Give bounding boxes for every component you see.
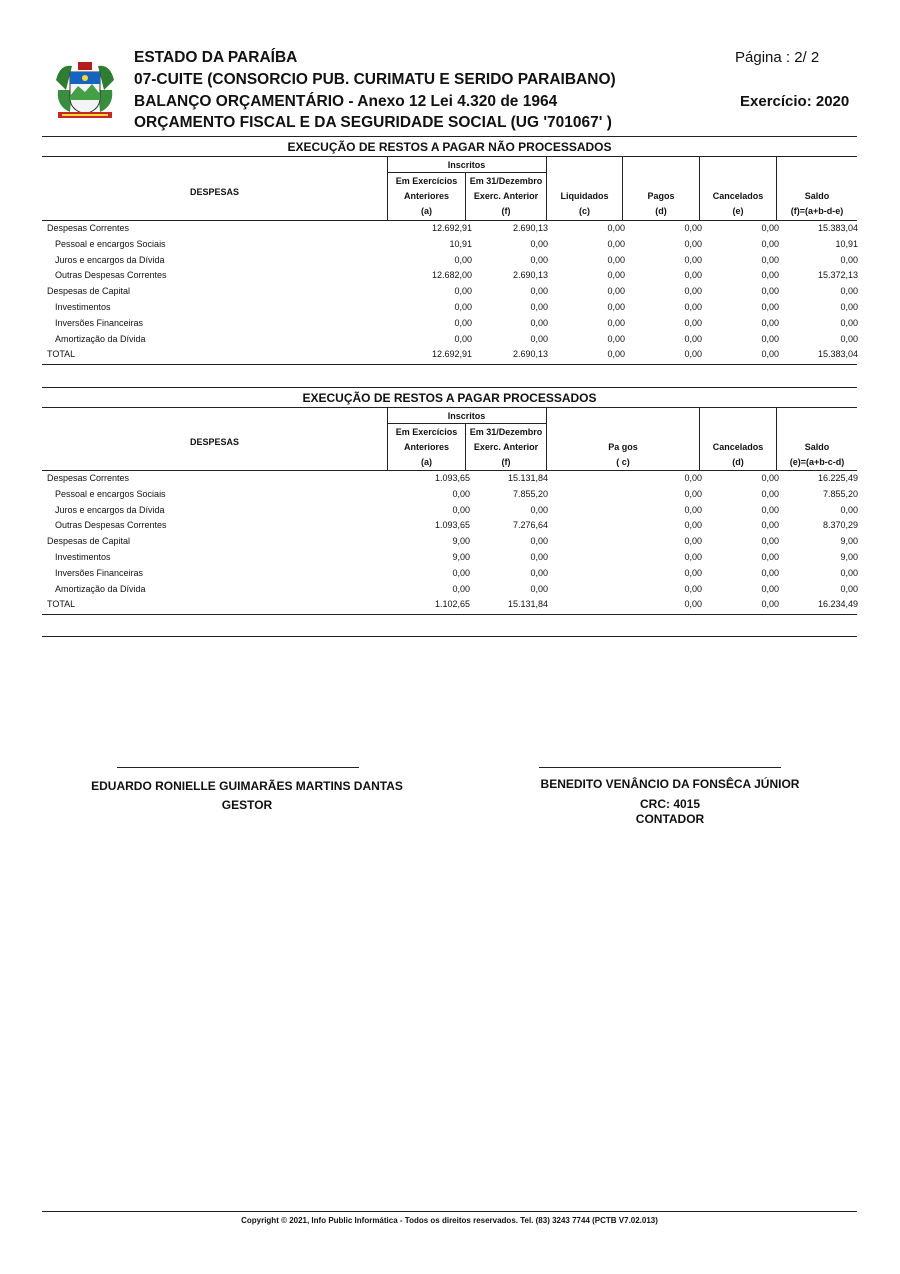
entity-name: 07-CUITE (CONSORCIO PUB. CURIMATU E SERIDO PARAIBANO) (134, 71, 616, 88)
row-value: 0,00 (452, 504, 470, 515)
row-value: 0,00 (530, 583, 548, 594)
row-value: 7.855,20 (822, 488, 858, 499)
row-value: 0,00 (684, 270, 702, 281)
row-value: 0,00 (452, 583, 470, 594)
signer-role: GESTOR (221, 798, 273, 812)
row-label: Amortização da Dívida (55, 583, 146, 594)
row-value: 0,00 (761, 488, 779, 499)
divider (42, 614, 857, 615)
col-em-31-dezembro: Em 31/Dezembro Exerc. Anterior (f) (469, 427, 543, 467)
row-value: 0,00 (530, 286, 548, 297)
row-value: 0,00 (761, 599, 779, 610)
row-label: Inversões Financeiras (55, 567, 144, 578)
divider (42, 136, 857, 137)
row-value: 12.692,91 (431, 349, 472, 360)
row-value: 0,00 (607, 270, 625, 281)
col-em-exercicios: Em Exercícios Anteriores (a) (395, 176, 458, 216)
row-value: 0,00 (452, 488, 470, 499)
row-value: 0,00 (607, 254, 625, 265)
row-value: 0,00 (530, 567, 548, 578)
row-value: 0,00 (684, 317, 702, 328)
row-value: 0,00 (840, 567, 858, 578)
row-value: 0,00 (684, 286, 702, 297)
row-label: Despesas de Capital (47, 286, 131, 297)
table1-title: EXECUÇÃO DE RESTOS A PAGAR NÃO PROCESSADOS (287, 140, 612, 154)
row-label: Amortização da Dívida (55, 333, 146, 344)
divider (42, 156, 857, 157)
page-number: Página : 2/ 2 (735, 49, 820, 66)
state-name: ESTADO DA PARAÍBA (134, 49, 298, 66)
row-value: 1.102,65 (434, 599, 470, 610)
row-label: Inversões Financeiras (55, 317, 144, 328)
row-value: 0,00 (840, 254, 858, 265)
row-value: 0,00 (761, 567, 779, 578)
row-value: 0,00 (607, 238, 625, 249)
row-value: 0,00 (607, 223, 625, 233)
row-value: 12.692,91 (431, 223, 472, 233)
row-value: 2.690,13 (512, 223, 548, 233)
signer-name: EDUARDO RONIELLE GUIMARÃES MARTINS DANTAS (91, 779, 403, 793)
signature-right (470, 777, 870, 827)
col-pagos: Pagos (d) (647, 191, 675, 216)
col-saldo: Saldo (e)=(a+b-c-d) (789, 442, 845, 467)
row-value: 12.682,00 (431, 270, 472, 281)
row-value: 0,00 (761, 302, 779, 312)
row-value: 9,00 (452, 552, 470, 562)
row-label: Pessoal e encargos Sociais (55, 238, 166, 249)
row-value: 0,00 (454, 286, 472, 297)
row-label: Despesas Correntes (47, 223, 130, 233)
row-label: Juros e encargos da Dívida (55, 254, 165, 265)
row-value: 8.370,29 (822, 520, 858, 531)
col-pagos: Pa gos ( c) (608, 442, 638, 467)
row-value: 0,00 (840, 333, 858, 344)
row-value: 0,00 (761, 583, 779, 594)
signer-name: BENEDITO VENÂNCIO DA FONSÊCA JÚNIOR (540, 777, 800, 791)
row-value: 15.131,84 (507, 599, 548, 610)
despesas-header: DESPESAS (189, 187, 240, 197)
row-value: 0,00 (684, 504, 702, 515)
row-value: 9,00 (840, 552, 858, 562)
row-value: 0,00 (761, 238, 779, 249)
row-value: 0,00 (452, 567, 470, 578)
row-value: 0,00 (840, 317, 858, 328)
signer-role: CONTADOR (635, 812, 705, 826)
row-value: 0,00 (530, 238, 548, 249)
row-value: 0,00 (684, 349, 702, 360)
divider (42, 364, 857, 365)
row-value: 0,00 (530, 504, 548, 515)
row-value: 0,00 (454, 302, 472, 312)
copyright-text: Copyright © 2021, Info Public Informática - Todos os direitos reservados. Tel. (83) 3243 7744 (PCTB V7.02.013) (241, 1216, 658, 1225)
row-value: 10,91 (449, 238, 472, 249)
row-value: 15.131,84 (507, 473, 548, 483)
row-value: 0,00 (454, 254, 472, 265)
signature-left (42, 777, 452, 815)
row-value: 16.225,49 (817, 473, 858, 483)
row-value: 0,00 (684, 333, 702, 344)
divider (42, 407, 857, 408)
signature-line (539, 767, 781, 768)
row-value: 0,00 (761, 552, 779, 562)
row-label: Despesas Correntes (47, 473, 130, 483)
row-value: 2.690,13 (512, 349, 548, 360)
signer-crc: CRC: 4015 (639, 797, 701, 811)
row-value: 9,00 (452, 536, 470, 547)
row-value: 10,91 (835, 238, 858, 249)
row-value: 0,00 (761, 473, 779, 483)
signature-line (117, 767, 359, 768)
row-value: 0,00 (840, 583, 858, 594)
row-value: 0,00 (530, 536, 548, 547)
row-value: 0,00 (530, 302, 548, 312)
row-label: Investimentos (55, 302, 111, 312)
row-label: Outras Despesas Correntes (55, 270, 167, 281)
row-label: Juros e encargos da Dívida (55, 504, 165, 515)
row-label: TOTAL (47, 599, 76, 610)
row-value: 0,00 (607, 333, 625, 344)
row-value: 0,00 (684, 473, 702, 483)
row-value: 0,00 (607, 286, 625, 297)
row-value: 0,00 (684, 583, 702, 594)
row-value: 0,00 (530, 254, 548, 265)
row-label: TOTAL (47, 349, 76, 360)
col-liquidados: Liquidados (c) (560, 191, 609, 216)
row-value: 0,00 (684, 223, 702, 233)
row-value: 0,00 (530, 317, 548, 328)
col-cancelados: Cancelados (e) (712, 191, 764, 216)
row-label: Pessoal e encargos Sociais (55, 488, 166, 499)
row-value: 0,00 (761, 254, 779, 265)
row-label: Outras Despesas Correntes (55, 520, 167, 531)
row-value: 0,00 (684, 599, 702, 610)
row-value: 0,00 (761, 520, 779, 531)
row-value: 15.383,04 (817, 223, 858, 233)
row-value: 15.372,13 (817, 270, 858, 281)
report-title: BALANÇO ORÇAMENTÁRIO - Anexo 12 Lei 4.320 de 1964 (134, 93, 558, 110)
row-value: 0,00 (761, 317, 779, 328)
row-value: 1.093,65 (434, 473, 470, 483)
row-value: 0,00 (607, 302, 625, 312)
table2-title: EXECUÇÃO DE RESTOS A PAGAR PROCESSADOS (302, 391, 597, 405)
row-value: 0,00 (761, 333, 779, 344)
row-value: 0,00 (530, 552, 548, 562)
divider (42, 636, 857, 637)
col-em-31-dezembro: Em 31/Dezembro Exerc. Anterior (f) (469, 176, 543, 216)
row-value: 0,00 (840, 504, 858, 515)
row-value: 7.276,64 (512, 520, 548, 531)
row-value: 16.234,49 (817, 599, 858, 610)
row-value: 0,00 (840, 286, 858, 297)
row-value: 0,00 (761, 536, 779, 547)
row-value: 0,00 (761, 223, 779, 233)
inscritos-header: Inscritos (447, 411, 486, 421)
col-em-exercicios: Em Exercícios Anteriores (a) (395, 427, 458, 467)
despesas-header: DESPESAS (189, 437, 240, 447)
row-value: 0,00 (684, 238, 702, 249)
col-cancelados: Cancelados (d) (712, 442, 764, 467)
row-value: 7.855,20 (512, 488, 548, 499)
row-label: Investimentos (55, 552, 111, 562)
row-value: 0,00 (761, 504, 779, 515)
row-value: 0,00 (607, 349, 625, 360)
row-value: 0,00 (840, 302, 858, 312)
row-value: 0,00 (454, 317, 472, 328)
row-value: 0,00 (761, 270, 779, 281)
budget-title: ORÇAMENTO FISCAL E DA SEGURIDADE SOCIAL (UG '701067' ) (134, 114, 612, 131)
footer-divider (42, 1211, 857, 1212)
row-value: 0,00 (684, 536, 702, 547)
row-value: 0,00 (684, 302, 702, 312)
row-label: Despesas de Capital (47, 536, 131, 547)
row-value: 2.690,13 (512, 270, 548, 281)
row-value: 0,00 (530, 333, 548, 344)
row-value: 0,00 (607, 317, 625, 328)
exercise-year: Exercício: 2020 (740, 93, 850, 110)
row-value: 0,00 (684, 254, 702, 265)
row-value: 0,00 (684, 567, 702, 578)
row-value: 15.383,04 (817, 349, 858, 360)
row-value: 0,00 (761, 286, 779, 297)
coat-of-arms-emblem (52, 60, 118, 122)
row-value: 0,00 (761, 349, 779, 360)
row-value: 0,00 (684, 488, 702, 499)
col-saldo: Saldo (f)=(a+b-d-e) (790, 191, 844, 216)
row-value: 0,00 (684, 520, 702, 531)
inscritos-header: Inscritos (447, 160, 486, 170)
row-value: 9,00 (840, 536, 858, 547)
divider (42, 387, 857, 388)
row-value: 0,00 (454, 333, 472, 344)
row-value: 0,00 (684, 552, 702, 562)
row-value: 1.093,65 (434, 520, 470, 531)
